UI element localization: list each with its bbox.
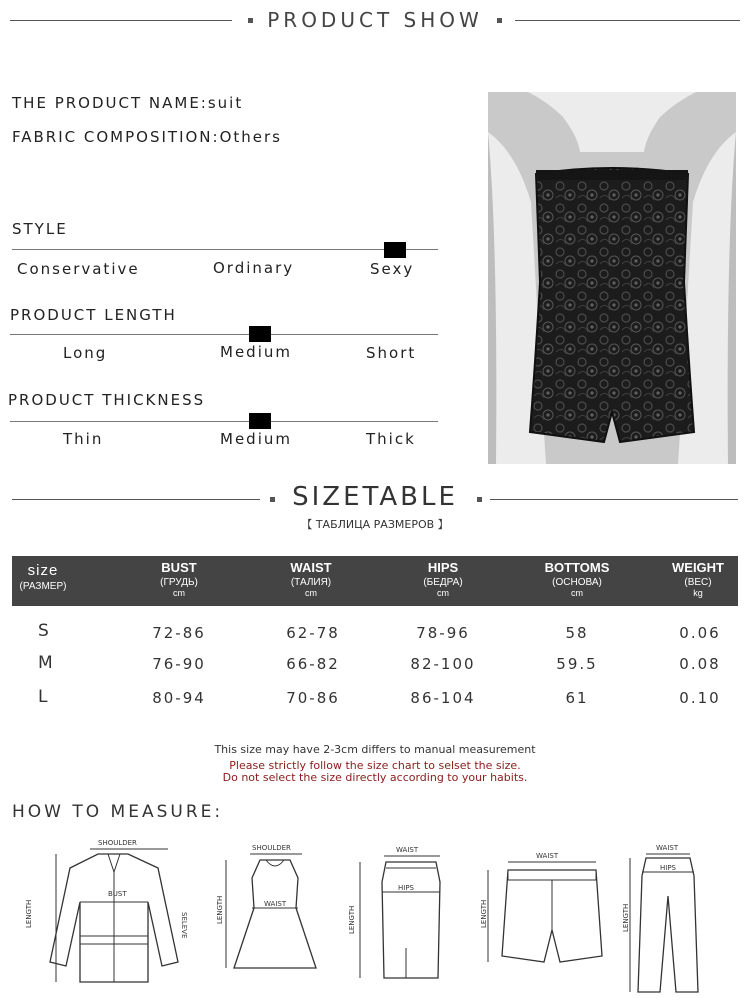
length-label: LENGTH [348, 905, 356, 934]
sizetable-subtitle: 【 ТАБЛИЦА РАЗМЕРОВ 】 [301, 518, 449, 531]
bust-cell: 80-94 [152, 689, 206, 707]
hips-label: HIPS [398, 884, 414, 892]
th-weight: WEIGHT (ВЕС) kg [672, 560, 724, 598]
waist-label: WAIST [396, 846, 419, 854]
sizetable-title: SIZETABLE [292, 482, 458, 512]
style-track [12, 249, 438, 250]
header-dot-right [497, 18, 502, 23]
size-cell: S [38, 621, 49, 641]
weight-cell: 0.08 [679, 655, 721, 673]
size-cell: L [38, 687, 48, 707]
skirt-measure-figure [340, 838, 450, 988]
romper-illustration [530, 168, 694, 442]
style-option: Sexy [370, 260, 415, 278]
shorts-measure-figure [476, 846, 616, 986]
th-waist: WAIST (ТАЛИЯ) cm [290, 560, 332, 598]
thickness-option: Medium [220, 430, 292, 448]
bottoms-cell: 61 [565, 689, 589, 707]
waist-cell: 70-86 [286, 689, 340, 707]
style-label: STYLE [12, 220, 68, 238]
length-label: LENGTH [480, 899, 488, 928]
warning-note-2: Do not select the size directly according to your habits. [222, 771, 528, 784]
waist-label: WAIST [536, 852, 559, 860]
th-size: size (РАЗМЕР) [19, 562, 67, 592]
thickness-track [10, 421, 438, 422]
jacket-measure-figure [18, 832, 198, 992]
length-track [10, 334, 438, 335]
size-table-header [12, 556, 738, 606]
how-to-measure-title: HOW TO MEASURE: [12, 802, 224, 822]
dress-icon [234, 860, 316, 968]
th-bust: BUST (ГРУДЬ) cm [160, 560, 198, 598]
th-bottoms: BOTTOMS (ОСНОВА) cm [544, 560, 610, 598]
sizetable-line-right [490, 499, 738, 500]
fabric-composition: FABRIC COMPOSITION:Others [12, 128, 282, 146]
length-label: LENGTH [216, 895, 224, 924]
length-option: Long [63, 344, 108, 362]
thickness-label: PRODUCT THICKNESS [8, 391, 206, 409]
size-cell: M [38, 653, 53, 673]
hips-cell: 78-96 [416, 624, 470, 642]
waist-label: WAIST [264, 900, 287, 908]
sizetable-dot-right [477, 497, 482, 502]
style-option: Conservative [17, 260, 140, 278]
style-marker [384, 242, 406, 258]
style-option: Ordinary [213, 259, 295, 277]
hips-cell: 86-104 [410, 689, 476, 707]
waist-cell: 66-82 [286, 655, 340, 673]
hips-label: HIPS [660, 864, 676, 872]
weight-cell: 0.10 [679, 689, 721, 707]
dress-measure-figure [212, 838, 322, 988]
warning-note-1: Please strictly follow the size chart to selset the size. [229, 759, 521, 772]
length-option: Short [366, 344, 417, 362]
length-label: LENGTH [25, 899, 33, 928]
bottoms-cell: 59.5 [556, 655, 598, 673]
skirt-icon [382, 862, 440, 978]
length-label: PRODUCT LENGTH [10, 306, 177, 324]
pants-icon [638, 858, 698, 992]
measurement-note: This size may have 2-3cm differs to manual measurement [214, 743, 536, 756]
bottoms-cell: 58 [565, 624, 589, 642]
hips-cell: 82-100 [410, 655, 476, 673]
pants-measure-figure [620, 836, 730, 996]
length-marker [249, 326, 271, 342]
thickness-marker [249, 413, 271, 429]
bust-label: BUST [108, 890, 127, 898]
header-line-right [515, 20, 740, 21]
weight-cell: 0.06 [679, 624, 721, 642]
bust-cell: 76-90 [152, 655, 206, 673]
waist-cell: 62-78 [286, 624, 340, 642]
shoulder-label: SHOULDER [252, 844, 291, 852]
waist-label: WAIST [656, 844, 679, 852]
page-title: PRODUCT SHOW [267, 8, 483, 32]
product-photo [488, 92, 736, 464]
length-option: Medium [220, 343, 292, 361]
bust-cell: 72-86 [152, 624, 206, 642]
thickness-option: Thick [366, 430, 416, 448]
length-label: LENGTH [622, 903, 630, 932]
thickness-option: Thin [63, 430, 104, 448]
shoulder-label: SHOULDER [98, 839, 137, 847]
seleve-label: SELEVE [180, 912, 188, 939]
th-hips: HIPS (БЕДРА) cm [423, 560, 463, 598]
product-name: THE PRODUCT NAME:suit [12, 94, 244, 112]
